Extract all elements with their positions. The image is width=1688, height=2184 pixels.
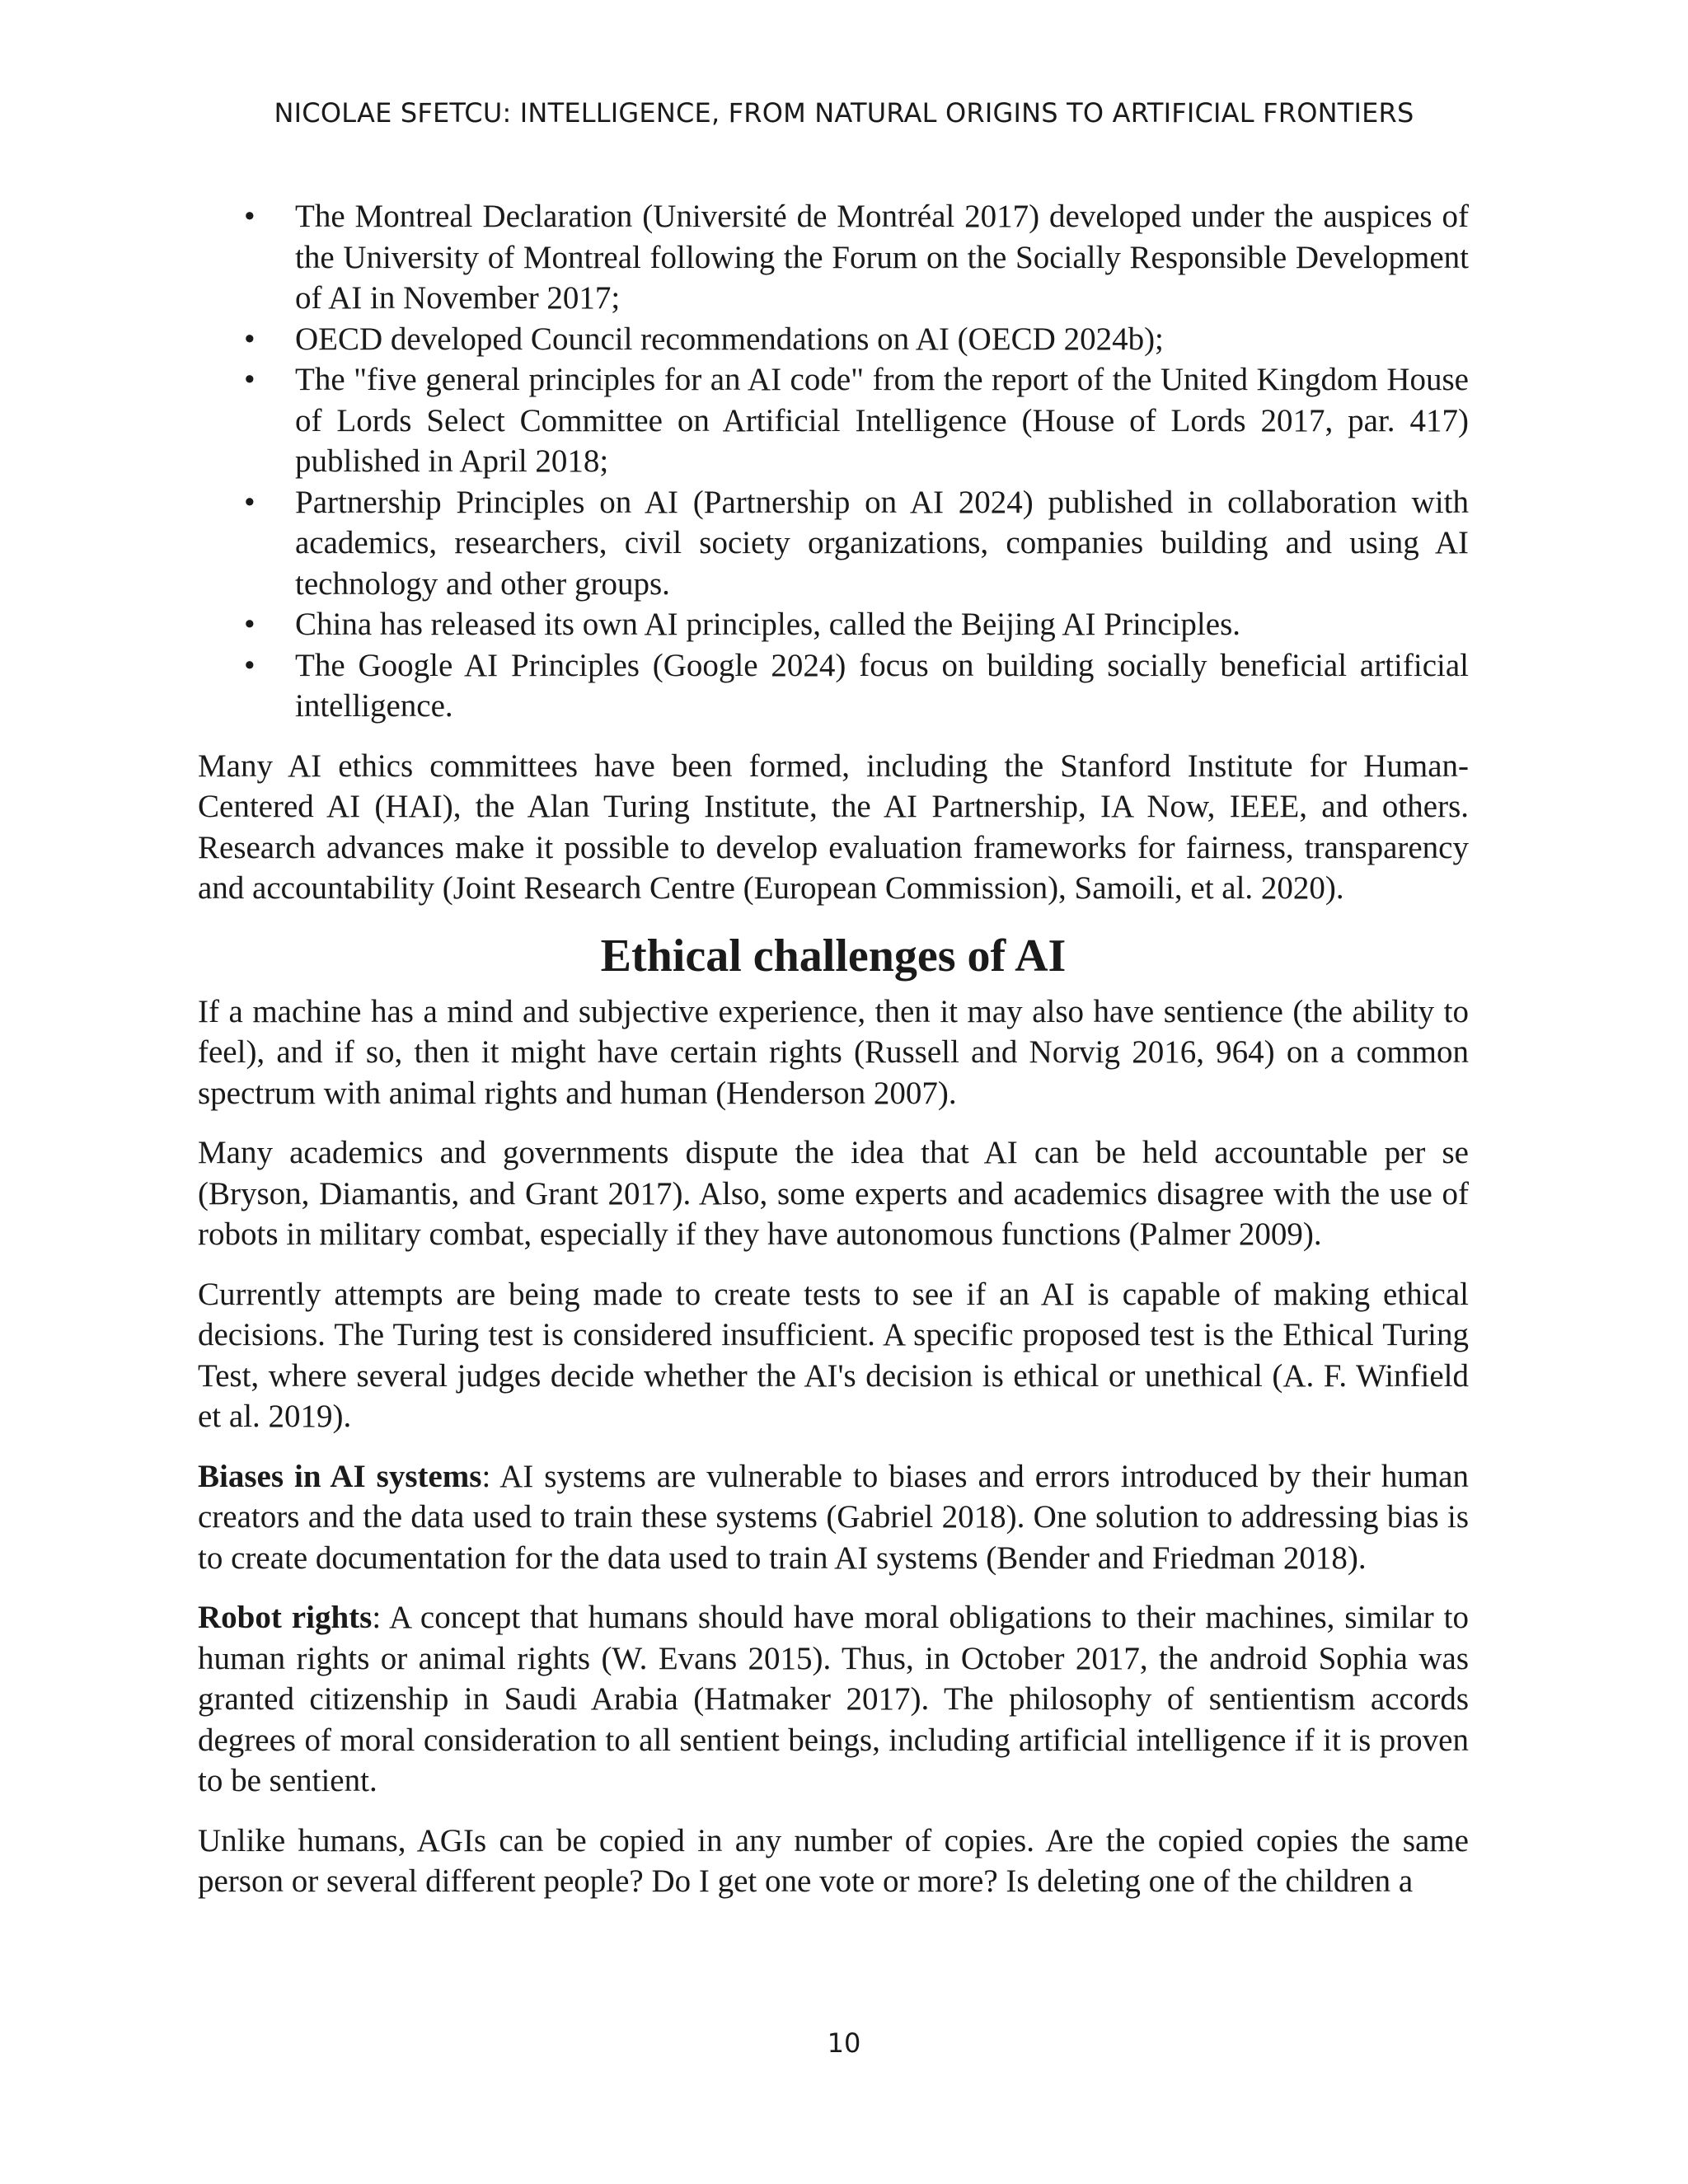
list-item-text: The Montreal Declaration (Université de Montréal 2017) developed under the auspices of the University of Montreal following the Forum on the Socially Responsible Development of AI in November 2017; bbox=[295, 199, 1469, 316]
page-body bbox=[198, 196, 1469, 1902]
bullet-icon: • bbox=[244, 321, 256, 357]
list-item-text: Partnership Principles on AI (Partnership on AI 2024) published in collaboration with academics, researchers, civil society organizations, companies building and using AI technology and other groups. bbox=[295, 484, 1469, 602]
list-item bbox=[198, 645, 1469, 727]
list-item-text: OECD developed Council recommendations on AI (OECD 2024b); bbox=[295, 321, 1164, 357]
list-item bbox=[198, 482, 1469, 605]
bullet-icon: • bbox=[244, 484, 256, 520]
list-item bbox=[198, 359, 1469, 482]
bullet-icon: • bbox=[244, 607, 256, 642]
paragraph-sentience: If a machine has a mind and subjective experience, then it may also have sentience (the ability to feel), and if so, then it might have certain rights (Russell and Norvig 2016, 964) on a common spectrum with animal rights and human (Henderson 2007). bbox=[198, 993, 1469, 1111]
robot-rights-term: Robot rights bbox=[198, 1600, 373, 1635]
list-item-text: China has released its own AI principles, called the Beijing AI Principles. bbox=[295, 607, 1240, 642]
paragraph-copies: Unlike humans, AGIs can be copied in any number of copies. Are the copied copies the same person or several different people? Do I get one vote or more? Is deleting one of the children a bbox=[198, 1822, 1469, 1899]
principles-list bbox=[198, 196, 1469, 727]
list-item-text: The Google AI Principles (Google 2024) focus on building socially beneficial artificial intelligence. bbox=[295, 647, 1469, 724]
paragraph-tests: Currently attempts are being made to create tests to see if an AI is capable of making ethical decisions. The Turing test is considered insufficient. A specific proposed test is the Ethical Turing Test, where several judges decide whether the AI's decision is ethical or unethical (A. F. Winfield et al. 2019). bbox=[198, 1276, 1469, 1434]
bullet-icon: • bbox=[244, 647, 256, 683]
bullet-icon: • bbox=[244, 199, 256, 234]
section-heading: Ethical challenges of AI bbox=[600, 930, 1067, 982]
list-item bbox=[198, 196, 1469, 319]
biases-term: Biases in AI systems bbox=[198, 1458, 482, 1494]
bullet-icon: • bbox=[244, 362, 256, 397]
biases-text: : AI systems are vulnerable to biases and errors introduced by their human creators and the data used to train these systems (Gabriel 2018). One solution to addressing bias is to create documentation for the data used to train AI systems (Bender and Friedman 2018). bbox=[198, 1458, 1469, 1576]
paragraph-biases bbox=[198, 1456, 1469, 1579]
paragraph-robot-rights bbox=[198, 1597, 1469, 1802]
list-item-text: The "five general principles for an AI code" from the report of the United Kingdom House of Lords Select Committee on Artificial Intelligence (House of Lords 2017, par. 417) published in April 2018; bbox=[295, 362, 1469, 479]
list-item bbox=[198, 319, 1469, 360]
paragraph-accountable: Many academics and governments dispute the idea that AI can be held accountable per se (Bryson, Diamantis, and Grant 2017). Also, some experts and academics disagree with the use of robots in military combat, especially if they have autonomous functions (Palmer 2009). bbox=[198, 1135, 1469, 1252]
paragraph-committees: Many AI ethics committees have been formed, including the Stanford Institute for Human-Centered AI (HAI), the Alan Turing Institute, the AI Partnership, IA Now, IEEE, and others. Research advances make it possible to develop evaluation frameworks for fairness, transparency and accountability (Joint Research Centre (European Commission), Samoili, et al. 2020). bbox=[198, 748, 1469, 906]
robot-rights-text: : A concept that humans should have moral obligations to their machines, similar to human rights or animal rights (W. Evans 2015). Thus, in October 2017, the android Sophia was granted citizenship in Saudi Arabia (Hatmaker 2017). The philosophy of sentientism accords degrees of moral consideration to all sentient beings, including artificial intelligence if it is proven to be sentient. bbox=[198, 1600, 1469, 1798]
page-number: 10 bbox=[827, 2027, 861, 2059]
list-item bbox=[198, 604, 1469, 645]
running-header: NICOLAE SFETCU: INTELLIGENCE, FROM NATURAL ORIGINS TO ARTIFICIAL FRONTIERS bbox=[274, 97, 1414, 129]
